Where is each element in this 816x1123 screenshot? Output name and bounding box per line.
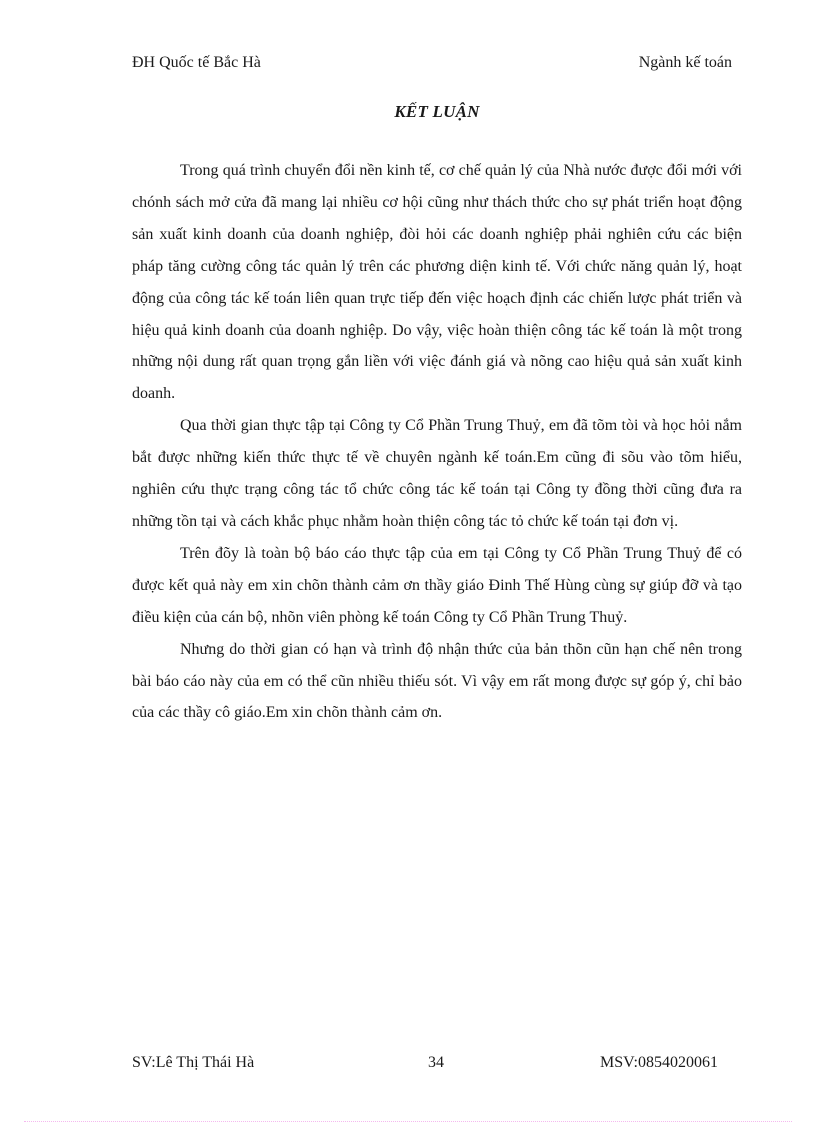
paragraph-2: Qua thời gian thực tập tại Công ty Cổ Phần Trung Thuỷ, em đã tõm tòi và học hỏi nắm bắt được những kiến thức thực tế về chuyên ngành kế toán.Em cũng đi sõu vào tõm hiểu, nghiên cứu thực trạng công tác tổ chức công tác kế toán tại Công ty đồng thời cũng đưa ra những tồn tại và cách khắc phục nhằm hoàn thiện công tác tỏ chức kế toán tại đơn vị. bbox=[132, 417, 742, 530]
page-footer bbox=[132, 1052, 732, 1074]
document-body bbox=[132, 155, 742, 729]
paragraph-4: Nhưng do thời gian có hạn và trình độ nhận thức của bản thõn cũn hạn chế nên trong bài báo cáo này của em có thể cũn nhiều thiếu sót. Vì vậy em rất mong được sự góp ý, chỉ bảo của các thầy cô giáo.Em xin chõn thành cảm ơn. bbox=[132, 640, 742, 722]
header-institution: ĐH Quốc tế Bắc Hà bbox=[132, 54, 261, 71]
footer-page-number: 34 bbox=[428, 1054, 444, 1071]
header-major: Ngành kế toán bbox=[638, 54, 732, 71]
paragraph-1: Trong quá trình chuyển đổi nền kinh tế, cơ chế quản lý của Nhà nước được đổi mới với chónh sách mở cửa đã mang lại nhiều cơ hội cũng như thách thức cho sự phát triển hoạt động sản xuất kinh doanh của doanh nghiệp, đòi hỏi các doanh nghiệp phải nghiên cứu các biện pháp tăng cường công tác quản lý trên các phương diện kinh tế. Với chức năng quản lý, hoạt động của công tác kế toán liên quan trực tiếp đến việc hoạch định các chiến lược phát triển và hiệu quả kinh doanh của doanh nghiệp. Do vậy, việc hoàn thiện công tác kế toán là một trong những nội dung rất quan trọng gắn liền với việc đánh giá và nõng cao hiệu quả sản xuất kinh doanh. bbox=[132, 162, 742, 403]
page-title: KẾT LUẬN bbox=[394, 102, 480, 121]
page-boundary-divider bbox=[24, 1121, 792, 1122]
paragraph-3: Trên đõy là toàn bộ báo cáo thực tập của em tại Công ty Cổ Phần Trung Thuỷ để có được kết quả này em xin chõn thành cảm ơn thầy giáo Đinh Thế Hùng cùng sự giúp đỡ và tạo điều kiện của cán bộ, nhõn viên phòng kế toán Công ty Cổ Phần Trung Thuỷ. bbox=[132, 544, 742, 626]
footer-student-id: MSV:0854020061 bbox=[600, 1054, 718, 1071]
page-header bbox=[132, 52, 732, 74]
footer-student-name: SV:Lê Thị Thái Hà bbox=[132, 1054, 255, 1071]
